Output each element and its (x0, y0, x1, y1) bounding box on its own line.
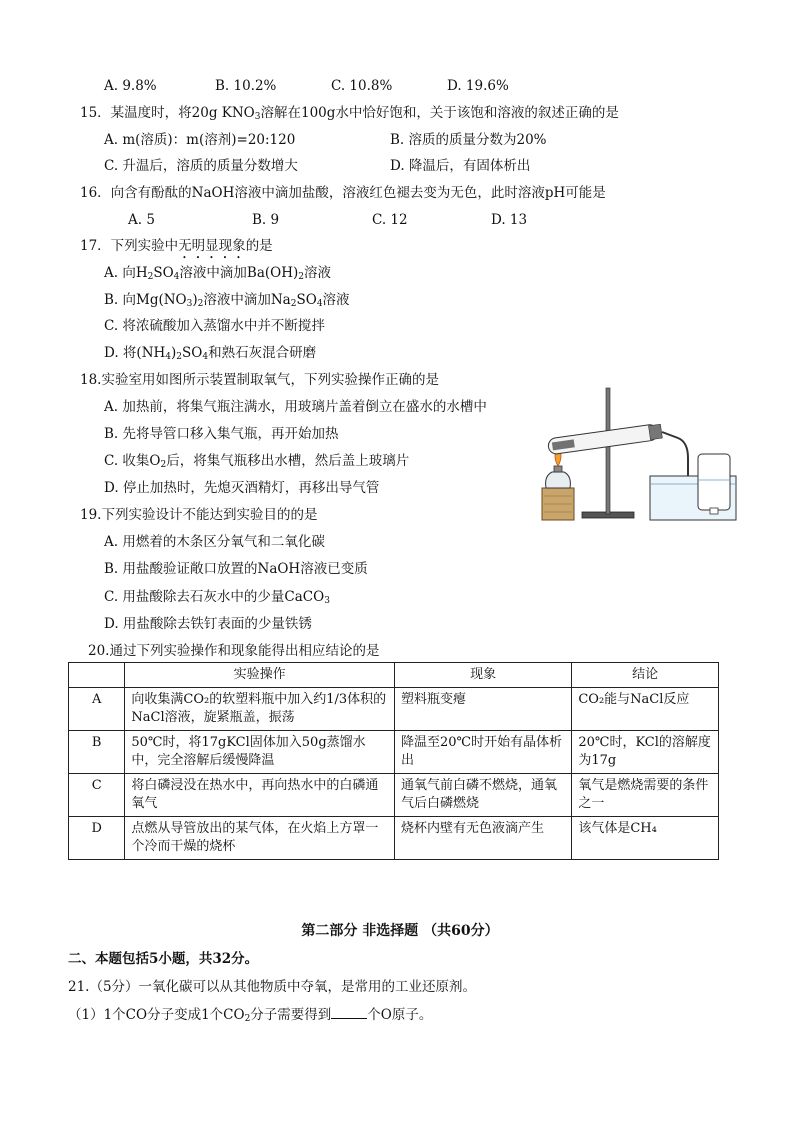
table-row (69, 731, 719, 774)
header-conclusion: 结论 (572, 663, 719, 688)
table-row (69, 688, 719, 731)
q19-option-b: B. 用盐酸验证敞口放置的NaOH溶液已变质 (104, 561, 368, 577)
header-operation: 实验操作 (125, 663, 395, 688)
q17-option-c: C. 将浓硫酸加入蒸馏水中并不断搅拌 (104, 318, 325, 334)
q15-option-b: B. 溶质的质量分数为20% (390, 132, 547, 148)
row-operation: 将白磷浸没在热水中，再向热水中的白磷通氧气 (125, 774, 395, 817)
q19-option-d: D. 用盐酸除去铁钉表面的少量铁锈 (104, 616, 312, 632)
q17-option-b: B. 向$Mg(NO_3)_2$溶液中滴加$Na_2SO_4$溶液 (104, 292, 350, 309)
row-conclusion: 氧气是燃烧需要的条件之一 (572, 774, 719, 817)
q15-option-d: D. 降温后，有固体析出 (390, 158, 531, 174)
q14-option-b: B. 10.2% (215, 78, 277, 94)
row-phenomenon: 烧杯内壁有无色液滴产生 (395, 817, 572, 860)
row-label: A (69, 688, 125, 731)
part-two-title: 第二部分 非选择题 （共60分） (301, 923, 499, 939)
answer-blank[interactable] (331, 1006, 367, 1019)
row-operation: 点燃从导管放出的某气体，在火焰上方罩一个冷而干燥的烧杯 (125, 817, 395, 860)
header-label-blank (69, 663, 125, 688)
oxygen-apparatus-figure (538, 380, 738, 525)
q14-option-a: A. 9.8% (104, 78, 157, 94)
row-conclusion: CO₂能与NaCl反应 (572, 688, 719, 731)
q15-option-c: C. 升温后，溶质的质量分数增大 (104, 158, 298, 174)
q16-stem: 16．向含有酚酞的NaOH溶液中滴加盐酸，溶液红色褪去变为无色，此时溶液pH可能是 (80, 185, 606, 201)
q21-sub1: （1）1个CO分子变成1个$CO_2$分子需要得到 个O原子。 (68, 1007, 433, 1024)
table-row (69, 817, 719, 860)
row-operation: 向收集满CO₂的软塑料瓶中加入约1/3体积的NaCl溶液，旋紧瓶盖，振荡 (125, 688, 395, 731)
table-row (69, 774, 719, 817)
row-phenomenon: 塑料瓶变瘪 (395, 688, 572, 731)
q18-option-b: B. 先将导管口移入集气瓶，再开始加热 (104, 426, 339, 442)
q14-option-d: D. 19.6% (447, 78, 509, 94)
q19-option-c: C. 用盐酸除去石灰水中的少量CaCO$_3$ (104, 589, 330, 606)
q16-option-b: B. 9 (252, 212, 280, 228)
q17-option-a: A. 向$H_2SO_4$溶液中滴加$Ba(OH)_2$溶液 (104, 265, 331, 282)
q16-option-a: A. 5 (128, 212, 155, 228)
row-label: B (69, 731, 125, 774)
q16-option-d: D. 13 (491, 212, 528, 228)
q18-option-c: C. 收集$O_2$后，将集气瓶移出水槽，然后盖上玻璃片 (104, 453, 410, 470)
q18-option-d: D. 停止加热时，先熄灭酒精灯，再移出导气管 (104, 480, 380, 496)
table-header-row (69, 663, 719, 688)
q15-stem: 15．某温度时，将20g $KNO_3$溶解在100g水中恰好饱和，关于该饱和溶液的叙述正确的是 (80, 105, 619, 122)
q19-stem: 19.下列实验设计不能达到实验目的的是 (80, 507, 318, 523)
row-phenomenon: 通氧气前白磷不燃烧，通氧气后白磷燃烧 (395, 774, 572, 817)
header-phenomenon: 现象 (395, 663, 572, 688)
row-conclusion: 该气体是CH₄ (572, 817, 719, 860)
q17-stem: 17．下列实验中无明显现象的是 (80, 238, 273, 254)
row-label: C (69, 774, 125, 817)
q21-stem: 21.（5分）一氧化碳可以从其他物质中夺氧，是常用的工业还原剂。 (68, 979, 477, 995)
q18-stem: 18.实验室用如图所示装置制取氧气，下列实验操作正确的是 (80, 372, 439, 388)
row-phenomenon: 降温至20℃时开始有晶体析出 (395, 731, 572, 774)
q17-option-d: D. 将$(NH_4)_2SO_4$和熟石灰混合研磨 (104, 345, 317, 362)
q20-stem: 20.通过下列实验操作和现象能得出相应结论的是 (88, 643, 380, 659)
section-heading: 二、本题包括5小题，共32分。 (68, 951, 259, 967)
q14-option-c: C. 10.8% (331, 78, 393, 94)
row-operation: 50℃时，将17gKCl固体加入50g蒸馏水中，完全溶解后缓慢降温 (125, 731, 395, 774)
row-conclusion: 20℃时，KCl的溶解度为17g (572, 731, 719, 774)
q20-table (68, 662, 719, 860)
q16-option-c: C. 12 (372, 212, 408, 228)
q18-option-a: A. 加热前，将集气瓶注满水，用玻璃片盖着倒立在盛水的水槽中 (104, 399, 487, 415)
q19-option-a: A. 用燃着的木条区分氧气和二氧化碳 (104, 534, 325, 550)
row-label: D (69, 817, 125, 860)
q15-option-a: A. m(溶质)：m(溶剂)=20:120 (104, 132, 296, 148)
